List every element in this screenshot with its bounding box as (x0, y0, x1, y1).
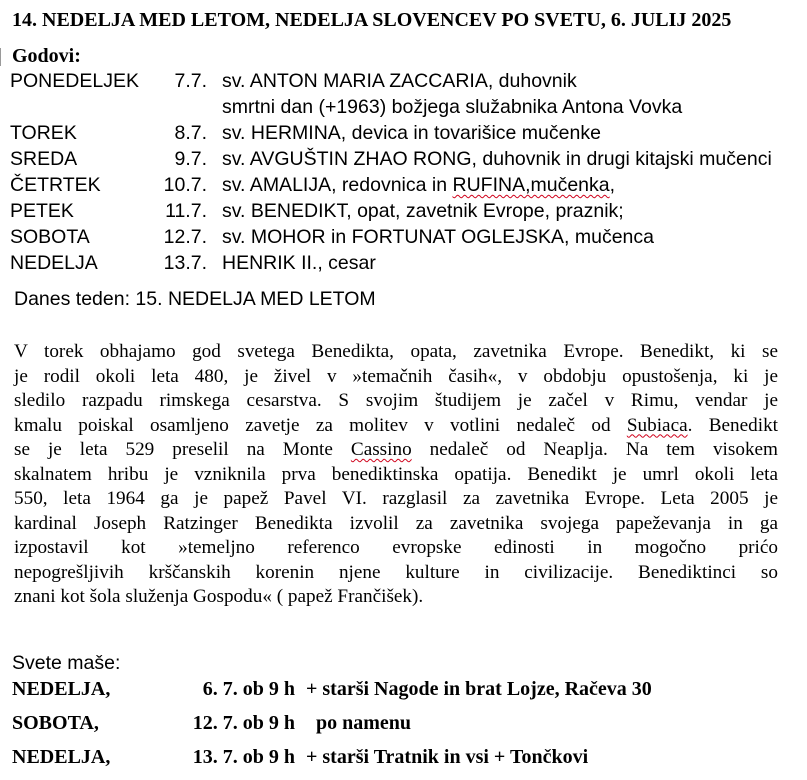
paragraph-line (14, 414, 778, 439)
godovi-date: 12.7. (163, 226, 207, 248)
godovi-saint (222, 174, 615, 197)
godovi-date: 10.7. (163, 174, 207, 196)
paragraph-text: kmalu poiskal osamljeno zavetje za molitev v votlini nedaleč od (14, 414, 627, 436)
godovi-saint: HENRIK II., cesar (222, 252, 376, 274)
paragraph-line: nepogrešljivih krščanskih korenin njene kulture in civilizacije. Benediktinci so (14, 561, 778, 583)
godovi-saint: sv. HERMINA, devica in tovarišice mučenke (222, 122, 601, 144)
mass-day: SOBOTA, (12, 712, 99, 734)
paragraph-line: V torek obhajamo god svetega Benedikta, opata, zavetnika Evrope. Benedikt, ki se (14, 341, 778, 362)
godovi-date: 13.7. (163, 252, 207, 274)
paragraph-line: kardinal Joseph Ratzinger Benedikta izvolil za zavetnika svojega papeževanja in ga (14, 512, 778, 534)
godovi-date: 11.7. (165, 200, 207, 222)
saint-text: sv. AMALIJA, redovnica in (222, 174, 453, 196)
godovi-day: SOBOTA (10, 226, 90, 248)
paragraph-line: znani kot šola služenja Gospodu« ( papež Frančišek). (14, 586, 424, 607)
saint-text: , (609, 174, 616, 196)
paragraph-line: je rodil okoli leta 480, je živel v »temačnih časih«, v obdobju opustošenja, ki je (14, 365, 778, 387)
godovi-saint: sv. MOHOR in FORTUNAT OGLEJSKA, mučenca (222, 226, 654, 248)
godovi-day: PETEK (10, 200, 74, 222)
godovi-saint: sv. AVGUŠTIN ZHAO RONG, duhovnik in drugi kitajski mučenci (222, 148, 772, 170)
paragraph-line (14, 438, 778, 463)
cursor-bar (0, 48, 1, 66)
godovi-date: 8.7. (174, 122, 207, 144)
spellcheck-flagged-word[interactable]: Cassino (350, 439, 412, 460)
mass-intention: po namenu (306, 712, 412, 734)
paragraph-text: se je leta 529 preselil na Monte (14, 439, 351, 460)
spellcheck-flagged-word[interactable]: Subiaca (626, 414, 688, 436)
paragraph-text: . Benedikt (687, 414, 778, 436)
godovi-date: 7.7. (174, 70, 207, 92)
mass-day: NEDELJA, (12, 746, 111, 768)
paragraph-line: sledilo razpadu rimskega cesarstva. S svojim študijem je začel v Rimu, vendar je (14, 390, 778, 411)
paragraph-line: skalnatem hribu je vzniknila prva benediktinska opatija. Benedikt je umrl okoli leta (14, 463, 778, 485)
mass-day: NEDELJA, (12, 678, 111, 700)
mass-intention: + starši Tratnik in vsi + Tončkovi (306, 746, 589, 768)
godovi-saint: sv. BENEDIKT, opat, zavetnik Evrope, praznik; (222, 200, 624, 222)
mass-intention: + starši Nagode in brat Lojze, Račeva 30 (306, 678, 652, 700)
godovi-date: 9.7. (174, 148, 207, 170)
masses-heading: Svete maše: (12, 652, 121, 674)
godovi-day: ČETRTEK (10, 174, 101, 196)
paragraph-line: 550, leta 1964 ga je papež Pavel VI. razglasil za zavetnika Evrope. Leta 2005 je (14, 488, 778, 509)
page-title: 14. NEDELJA MED LETOM, NEDELJA SLOVENCEV PO SVETU, 6. JULIJ 2025 (12, 9, 732, 31)
godovi-saint-extra: smrtni dan (+1963) božjega služabnika Antona Vovka (222, 96, 683, 118)
paragraph-line: izpostavil kot »temeljno referenco evropske edinosti in mogočno prićo (14, 537, 778, 558)
mass-date: 12. 7. ob 9 h (192, 712, 295, 734)
godovi-heading: Godovi: (12, 45, 81, 67)
next-week-line: Danes teden: 15. NEDELJA MED LETOM (14, 288, 376, 310)
godovi-day: NEDELJA (10, 252, 98, 274)
mass-date: 13. 7. ob 9 h (192, 746, 295, 768)
godovi-day: PONEDELJEK (10, 70, 139, 92)
godovi-day: SREDA (10, 148, 78, 170)
mass-date: 6. 7. ob 9 h (202, 678, 295, 700)
paragraph-text: nedaleč od Neaplja. Na tem visokem (411, 439, 778, 460)
godovi-day: TOREK (10, 122, 77, 144)
spellcheck-flagged-word[interactable]: RUFINA,mučenka (452, 174, 610, 196)
godovi-saint: sv. ANTON MARIA ZACCARIA, duhovnik (222, 70, 577, 92)
body-paragraph (14, 340, 778, 610)
